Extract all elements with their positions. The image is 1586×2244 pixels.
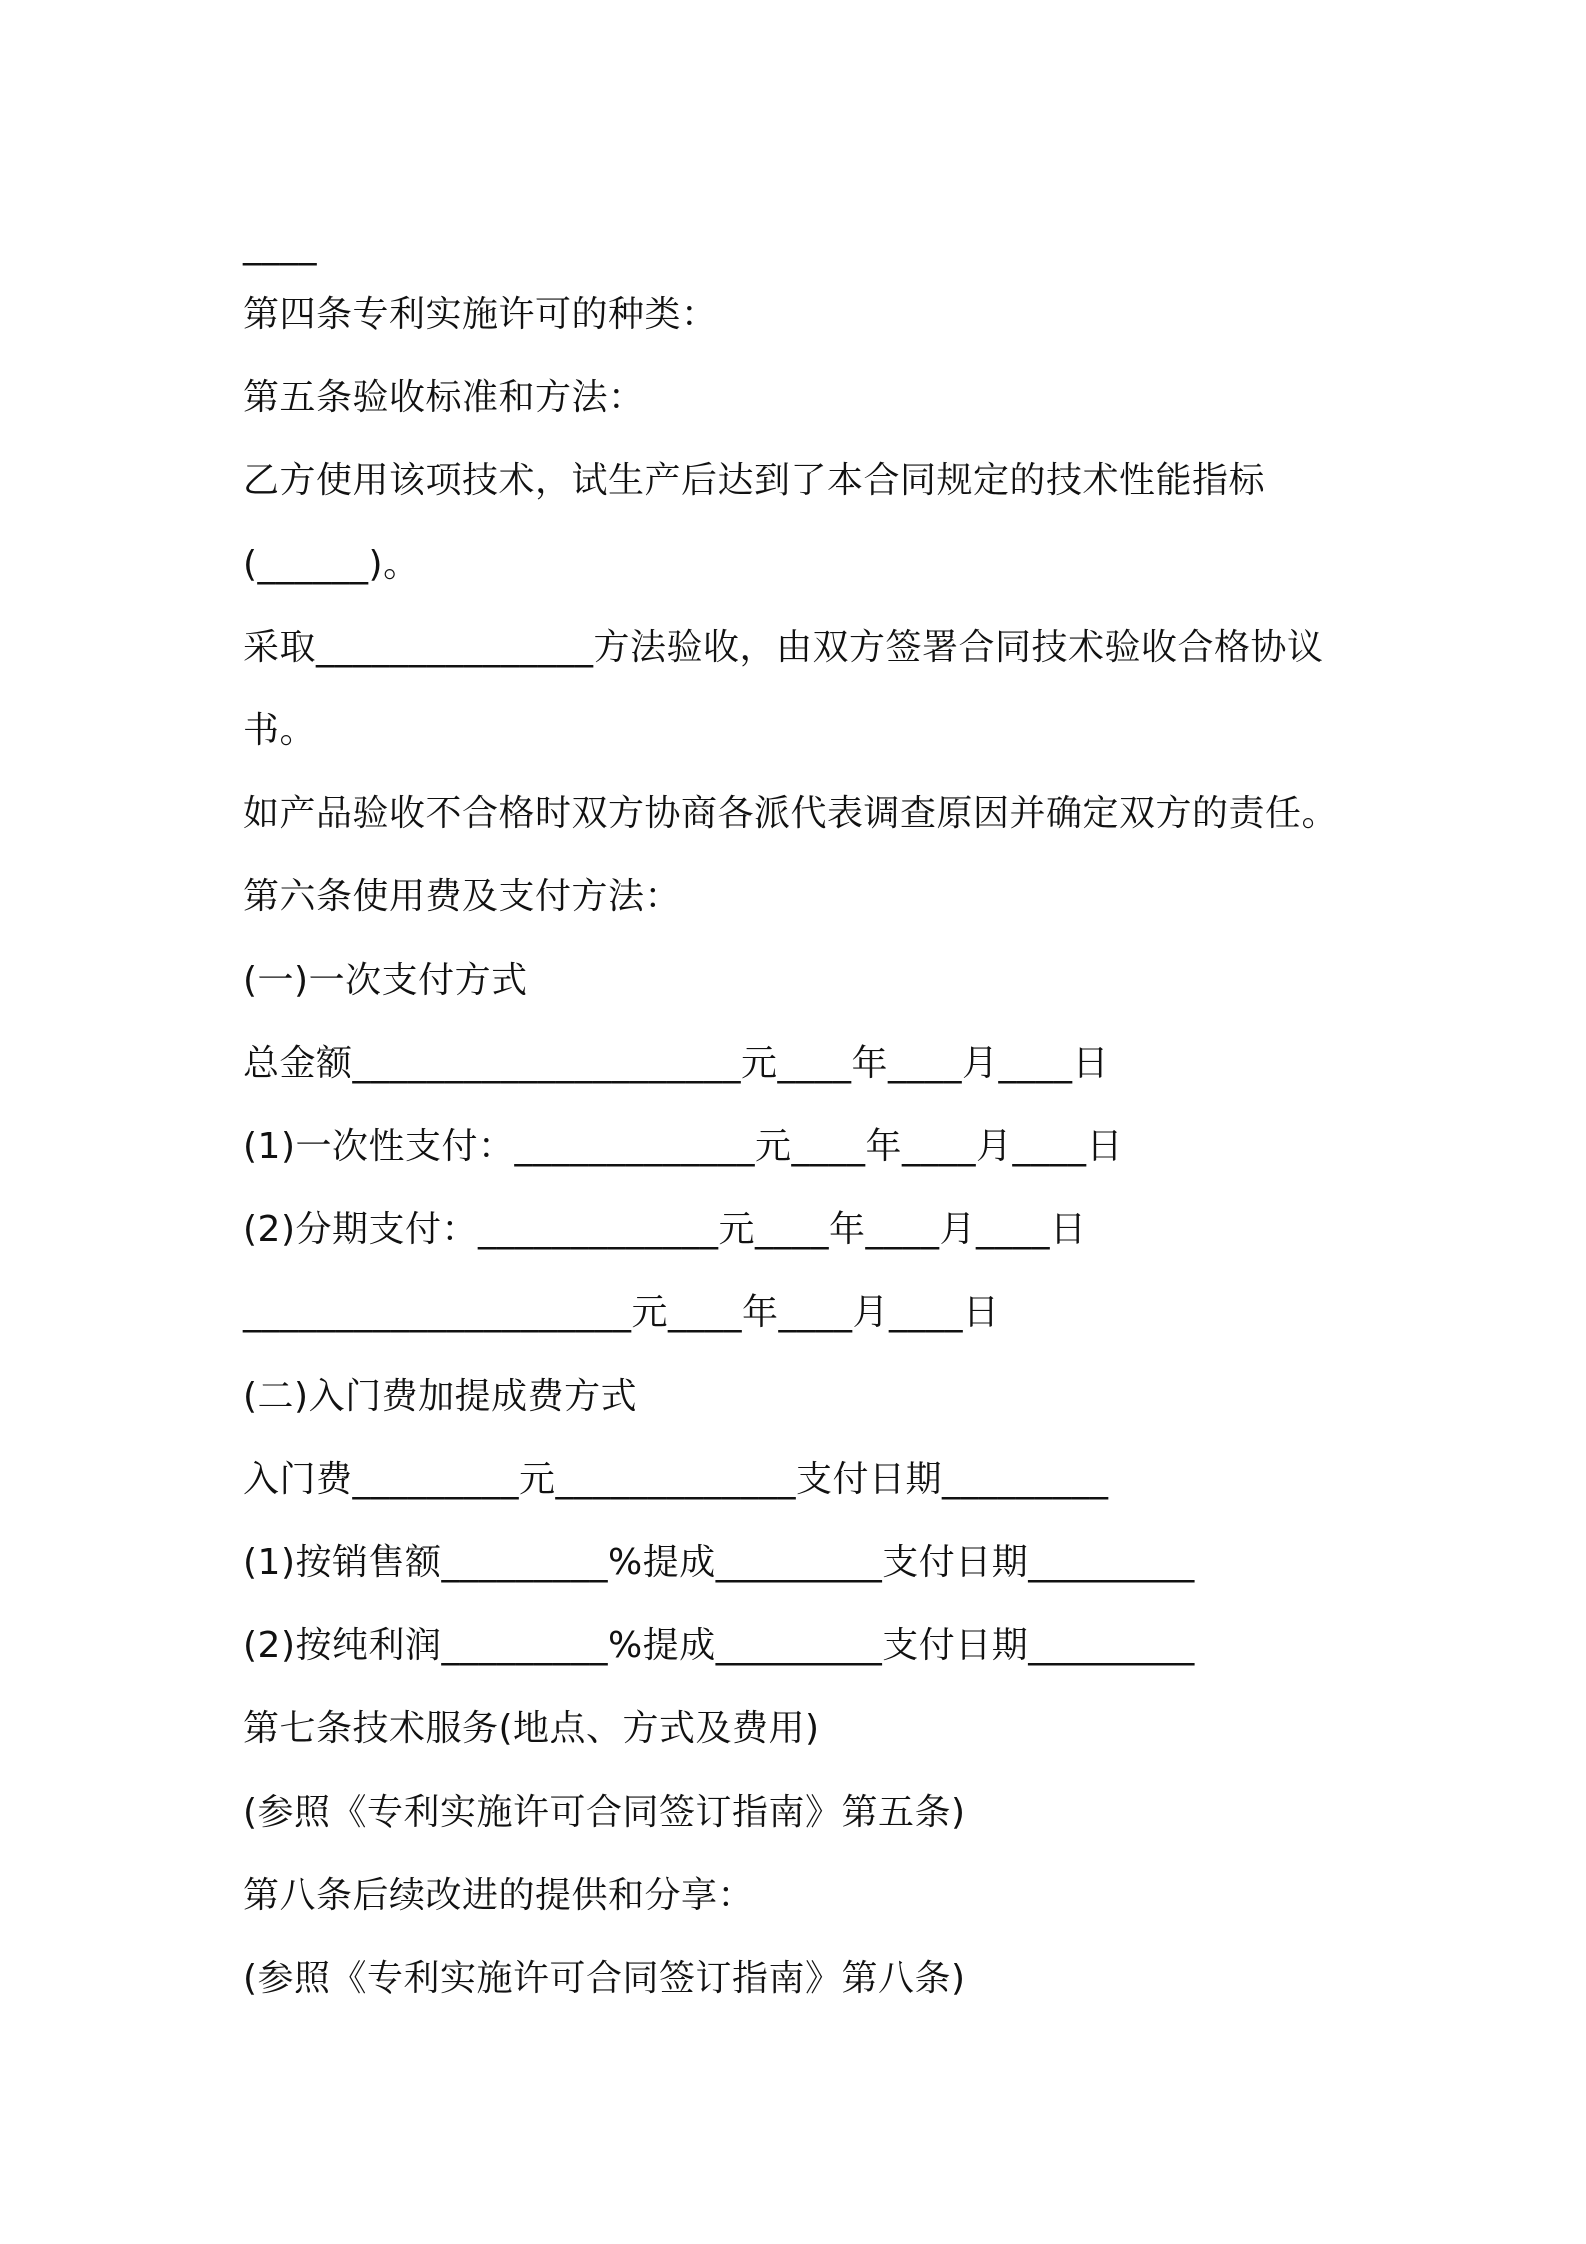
- failure-clause: 如产品验收不合格时双方协商各派代表调查原因并确定双方的责任。: [243, 793, 1339, 834]
- blank-underline: ____: [243, 225, 317, 266]
- lump-sum-heading: (一)一次支付方式: [243, 960, 528, 1001]
- article-8-heading: 第八条后续改进的提供和分享：: [243, 1875, 755, 1916]
- entry-fee-heading: (二)入门费加提成费方式: [243, 1376, 638, 1417]
- sales-commission-line: (1)按销售额_________%提成_________支付日期_________: [243, 1542, 1195, 1583]
- acceptance-paragraph-line-2: (______)。: [243, 544, 420, 585]
- article-7-reference: (参照《专利实施许可合同签订指南》第五条): [243, 1792, 966, 1833]
- entry-fee-line: 入门费_________元_____________支付日期_________: [243, 1459, 1109, 1500]
- one-time-payment-line: (1)一次性支付：_____________元____年____月____日: [243, 1126, 1123, 1167]
- article-7-heading: 第七条技术服务(地点、方式及费用): [243, 1708, 820, 1749]
- profit-commission-line: (2)按纯利润_________%提成_________支付日期_________: [243, 1625, 1195, 1666]
- article-4-heading: 第四条专利实施许可的种类：: [243, 294, 718, 335]
- installment-payment-line: (2)分期支付：_____________元____年____月____日: [243, 1209, 1087, 1250]
- total-amount-line: 总金额_____________________元____年____月____日: [243, 1043, 1110, 1084]
- acceptance-method-line-1: 采取_______________方法验收，由双方签署合同技术验收合格协议: [243, 627, 1324, 668]
- article-5-heading: 第五条验收标准和方法：: [243, 377, 645, 418]
- acceptance-method-line-2: 书。: [243, 710, 317, 751]
- article-8-reference: (参照《专利实施许可合同签订指南》第八条): [243, 1958, 966, 1999]
- article-6-heading: 第六条使用费及支付方法：: [243, 876, 682, 917]
- installment-continuation-line: _____________________元____年____月____日: [243, 1292, 1000, 1333]
- acceptance-paragraph-line-1: 乙方使用该项技术，试生产后达到了本合同规定的技术性能指标: [243, 460, 1266, 501]
